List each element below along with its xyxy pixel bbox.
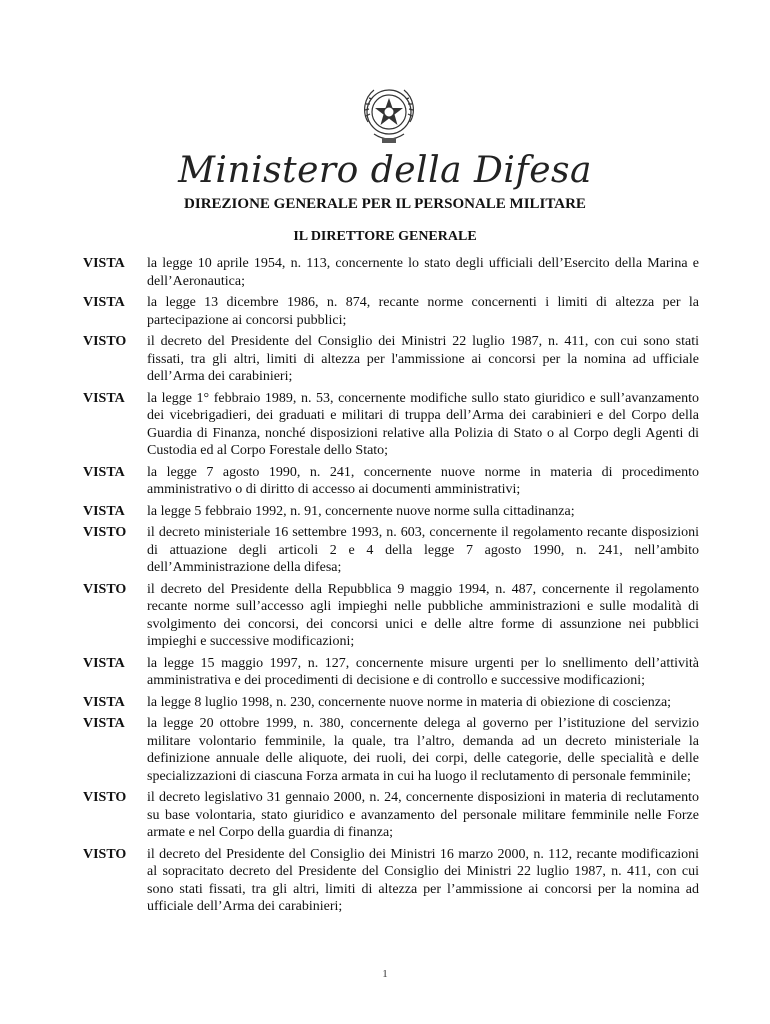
clause-row: [83, 846, 699, 916]
clause-row: [83, 503, 699, 521]
clause-keyword: VISTO: [83, 334, 127, 349]
clause-text: la legge 20 ottobre 1999, n. 380, concernente delega al governo per l’istituzione del servizio militare volontario femminile, la quale, tra l’altro, demanda ad un decreto ministeriale la definizione annuale delle aliquote, dei ruoli, dei corpi, delle categorie, delle specialità e delle specializzazioni di ciascuna Forza armata in cui ha luogo il reclutamento di personale femminile;: [147, 716, 699, 784]
clause-text: la legge 13 dicembre 1986, n. 874, recante norme concernenti i limiti di altezza per la partecipazione ai concorsi pubblici;: [147, 295, 699, 328]
clause-keyword: VISTA: [83, 295, 125, 310]
clause-text: il decreto legislativo 31 gennaio 2000, n. 24, concernente disposizioni in materia di reclutamento su base volontaria, stato giuridico e avanzamento del personale militare femminile nelle Forze armate e nel Corpo della guardia di finanza;: [147, 790, 699, 840]
clause-text: la legge 5 febbraio 1992, n. 91, concernente nuove norme sulla cittadinanza;: [147, 503, 575, 519]
clause-keyword: VISTA: [83, 694, 125, 710]
clause-keyword: VISTO: [83, 846, 127, 862]
clause-keyword: VISTA: [83, 464, 125, 480]
italian-republic-emblem-icon: [356, 82, 422, 148]
clause-row: [83, 694, 699, 712]
clause-keyword: VISTO: [83, 790, 127, 805]
clause-keyword: VISTO: [83, 525, 127, 540]
clause-text: la legge 1° febbraio 1989, n. 53, concernente modifiche sullo stato giuridico e sull’avanzamento dei vicebrigadieri, dei graduati e militari di truppa dell’Arma dei carabinieri e del Corpo della Guardia di Finanza, nonché disposizioni relative alla Polizia di Stato o al Corpo degli Agenti di Custodia ed al Corpo Forestale dello Stato;: [147, 390, 699, 458]
direzione-heading: DIREZIONE GENERALE PER IL PERSONALE MILITARE: [184, 196, 586, 212]
clause-row: [83, 390, 699, 460]
clause-text: il decreto ministeriale 16 settembre 1993, n. 603, concernente il regolamento recante disposizioni di attuazione degli articoli 2 e 4 della legge 7 agosto 1990, n. 241, nell’ambito dell’Amministrazione della difesa;: [147, 525, 699, 575]
clause-row: [83, 333, 699, 386]
clause-row: [83, 294, 699, 329]
clause-text: la legge 15 maggio 1997, n. 127, concernente misure urgenti per lo snellimento dell’attività amministrativa e dei procedimenti di decisione e di controllo e successive modificazioni;: [147, 655, 699, 688]
clause-keyword: VISTA: [83, 390, 125, 406]
clause-text: il decreto del Presidente del Consiglio dei Ministri 22 luglio 1987, n. 411, con cui sono stati fissati, tra gli altri, limiti di altezza per l'ammissione ai concorsi per la nomina ad ufficiale dell’Arma dei carabinieri;: [147, 334, 699, 384]
clause-keyword: VISTA: [83, 503, 125, 519]
clause-row: [83, 789, 699, 842]
clause-text: la legge 8 luglio 1998, n. 230, concernente nuove norme in materia di obiezione di coscienza;: [147, 694, 672, 710]
clause-keyword: VISTA: [83, 655, 125, 671]
preamble-clauses: [83, 255, 699, 920]
clause-text: il decreto del Presidente del Consiglio dei Ministri 16 marzo 2000, n. 112, recante modificazioni al sopracitato decreto del Presidente del Consiglio dei Ministri 22 luglio 1987, n. 411, con cui sono stati fissati, tra gli altri, limiti di altezza per l’ammissione ai concorsi per la nomina ad ufficiale dell’Arma dei carabinieri;: [147, 846, 699, 914]
clause-row: [83, 715, 699, 785]
clause-text: il decreto del Presidente della Repubblica 9 maggio 1994, n. 487, concernente il regolamento recante norme sull’accesso agli impieghi nelle pubbliche amministrazioni e sulle modalità di svolgimento dei concorsi, dei concorsi unici e delle altre forme di assunzione nei pubblici impieghi e successive modificazioni;: [147, 581, 699, 649]
clause-row: [83, 655, 699, 690]
clause-keyword: VISTO: [83, 581, 127, 597]
clause-row: [83, 581, 699, 651]
direttore-heading: IL DIRETTORE GENERALE: [293, 229, 477, 244]
page-number: 1: [382, 968, 388, 980]
clause-row: [83, 524, 699, 577]
clause-text: la legge 10 aprile 1954, n. 113, concernente lo stato degli ufficiali dell’Esercito della Marina e dell’Aeronautica;: [147, 256, 699, 289]
clause-row: [83, 464, 699, 499]
clause-text: la legge 7 agosto 1990, n. 241, concernente nuove norme in materia di procedimento amministrativo o di diritto di accesso ai documenti amministrativi;: [147, 464, 699, 497]
clause-keyword: VISTA: [83, 256, 125, 271]
clause-keyword: VISTA: [83, 716, 125, 731]
ministry-title: Ministero della Difesa: [178, 150, 592, 191]
clause-row: [83, 255, 699, 290]
